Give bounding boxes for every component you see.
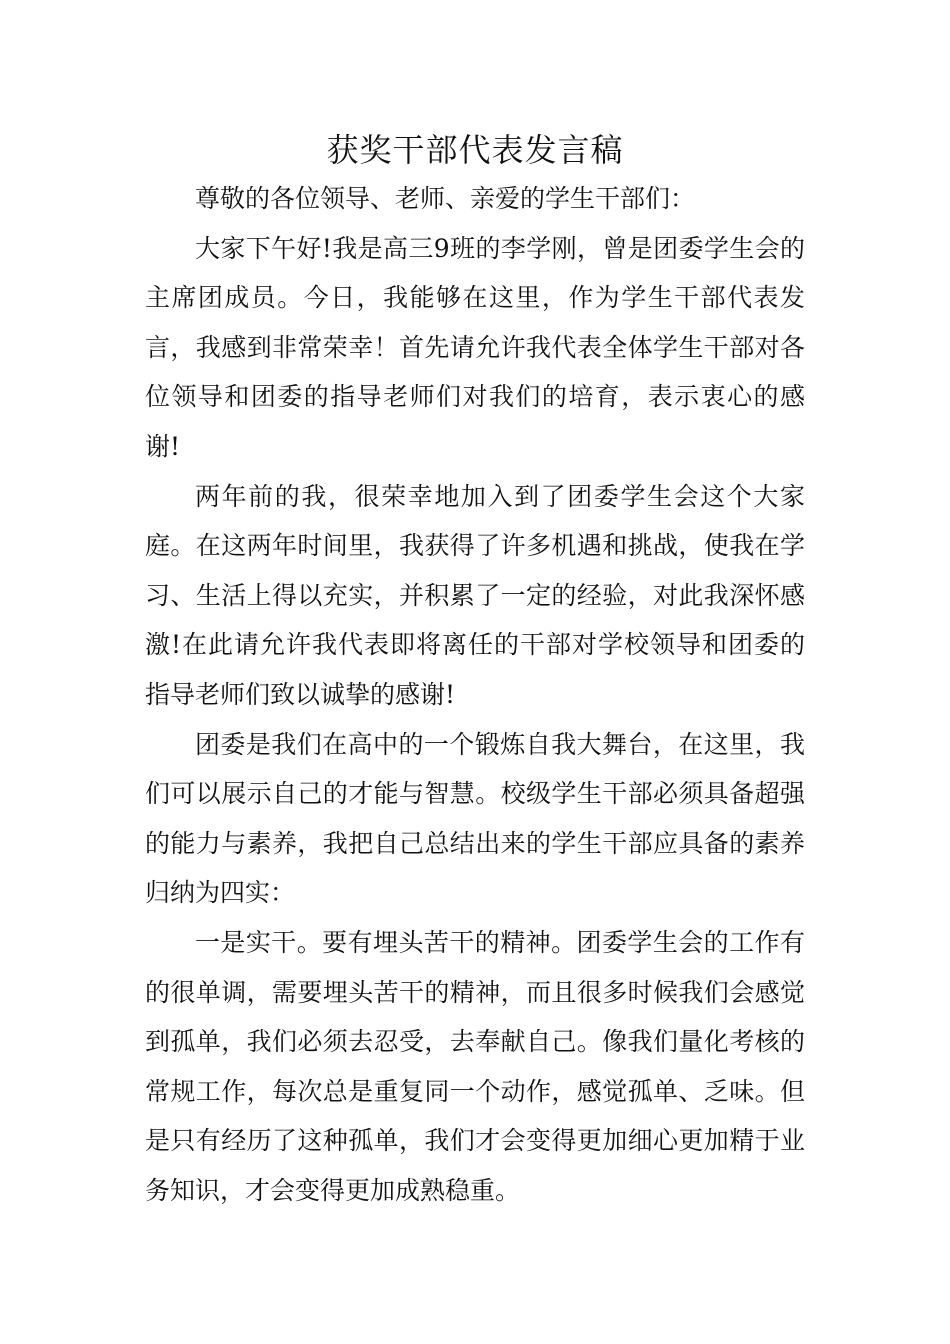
paragraph-experience: 两年前的我，很荣幸地加入到了团委学生会这个大家庭。在这两年时间里，我获得了许多机遇和挑战，使我在学习、生活上得以充实，并积累了一定的经验，对此我深怀感激!在此请允许我代表即将离任的干部对学校领导和团委的指导老师们致以诚挚的感谢!: [145, 481, 805, 709]
paragraph-greeting: 大家下午好!我是高三9班的李学刚，曾是团委学生会的主席团成员。今日，我能够在这里，作为学生干部代表发言，我感到非常荣幸！首先请允许我代表全体学生干部对各位领导和团委的指导老师们对我们的培育，表示衷心的感谢!: [145, 233, 805, 461]
paragraph-first-quality: 一是实干。要有埋头苦干的精神。团委学生会的工作有的很单调，需要埋头苦干的精神，而且很多时候我们会感觉到孤单，我们必须去忍受，去奉献自己。像我们量化考核的常规工作，每次总是重复同一个动作，感觉孤单、乏味。但是只有经历了这种孤单，我们才会变得更加细心更加精于业务知识，才会变得更加成熟稳重。: [145, 927, 805, 1205]
document-body: [145, 174, 805, 1215]
document-title: 获奖干部代表发言稿: [326, 131, 624, 169]
paragraph-salutation: 尊敬的各位领导、老师、亲爱的学生干部们：: [195, 184, 696, 213]
paragraph-qualities-intro: 团委是我们在高中的一个锻炼自我大舞台，在这里，我们可以展示自己的才能与智慧。校级学生干部必须具备超强的能力与素养，我把自己总结出来的学生干部应具备的素养归纳为四实：: [145, 729, 805, 908]
